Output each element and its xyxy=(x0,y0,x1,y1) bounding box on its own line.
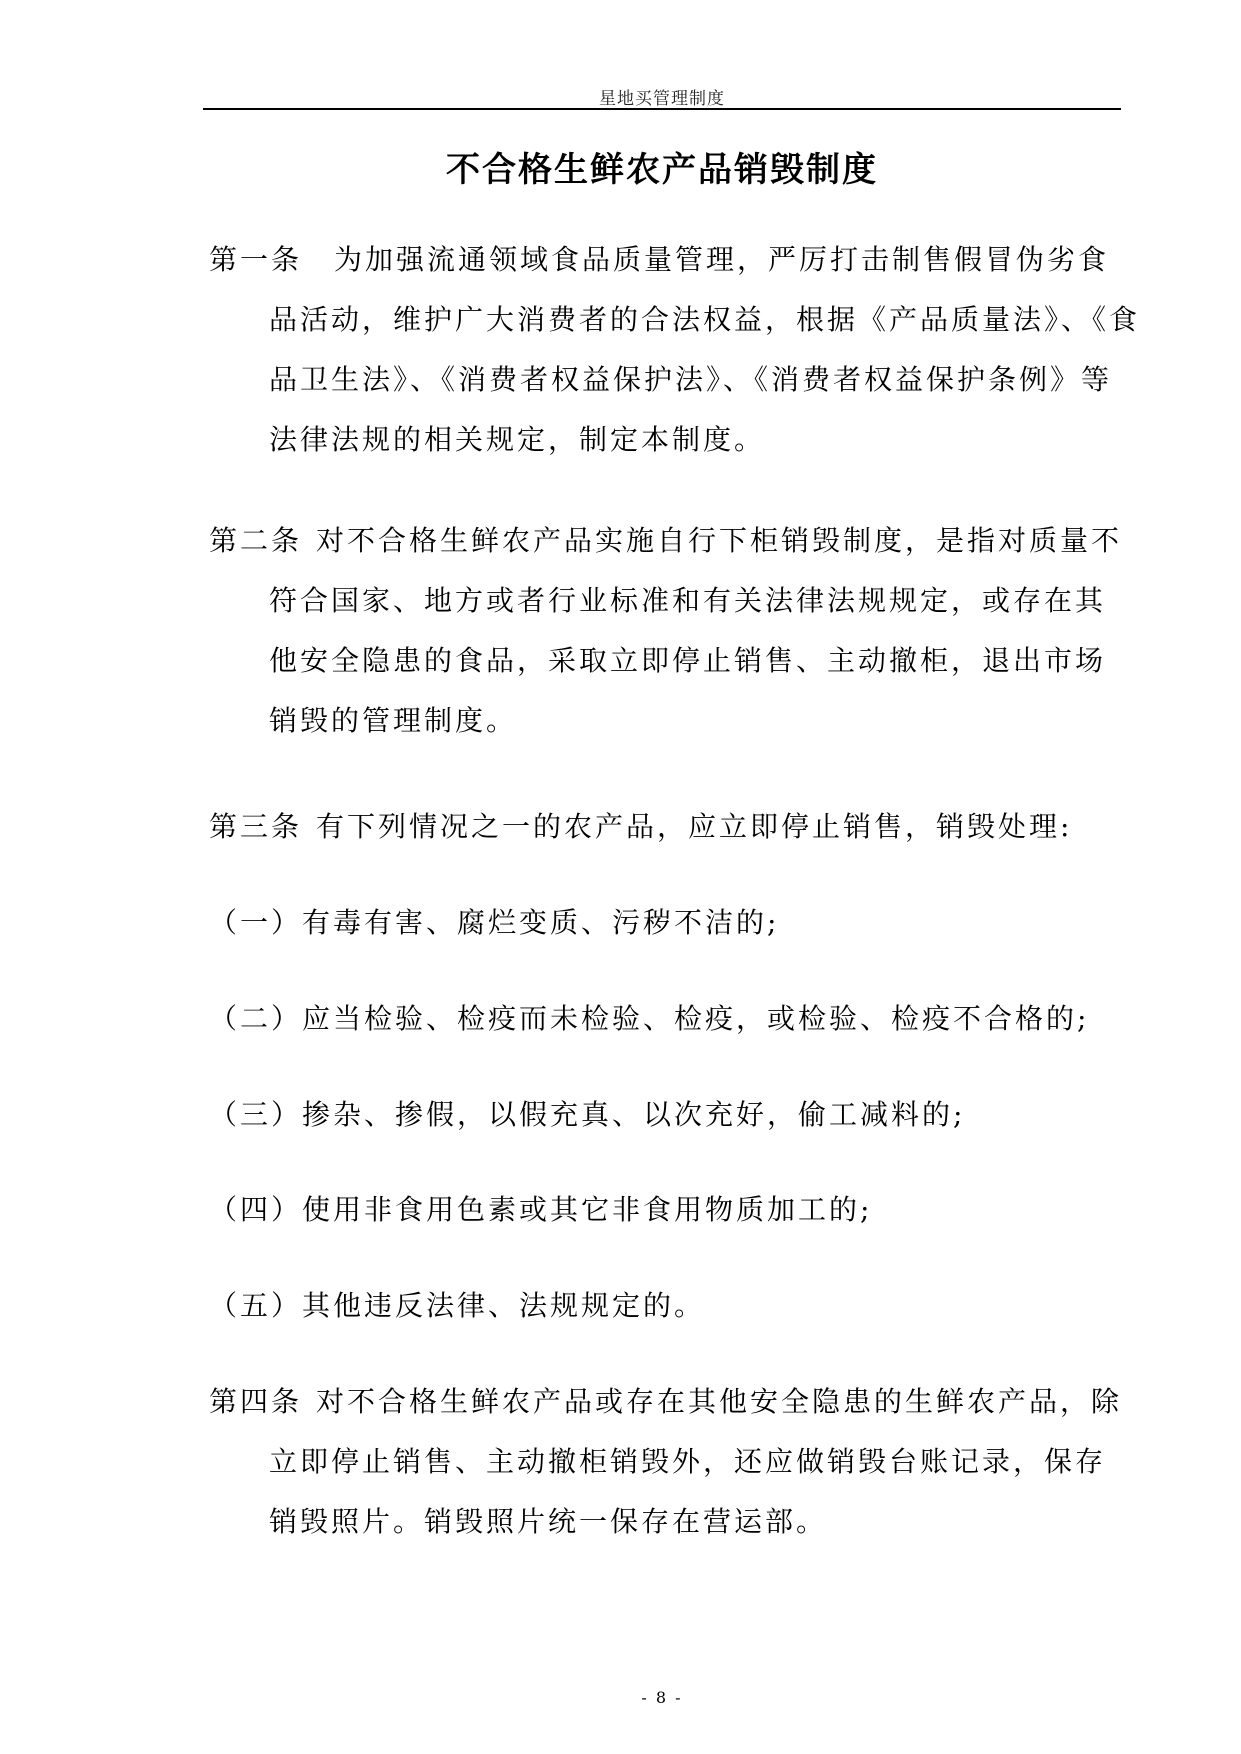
article-3 xyxy=(209,797,1121,857)
article-3-line-1: 第三条 有下列情况之一的农产品，应立即停止销售，销毁处理: xyxy=(209,797,1121,857)
article-3-label: 第三条 xyxy=(209,810,303,843)
article-2-line-2: 符合国家、地方或者行业标准和有关法律法规规定，或存在其 xyxy=(269,584,1107,617)
article-1-line-1: 第一条 为加强流通领域食品质量管理，严厉打击制售假冒伪劣食 xyxy=(209,230,1121,290)
article-2-label: 第二条 xyxy=(209,524,303,557)
document-title: 不合格生鲜农产品销毁制度 xyxy=(446,150,878,190)
article-4-label: 第四条 xyxy=(209,1385,303,1418)
list-item: （三）掺杂、掺假，以假充真、以次充好，偷工减料的; xyxy=(209,1098,966,1131)
article-4 xyxy=(209,1372,1121,1552)
article-4-line-3: 销毁照片。销毁照片统一保存在营运部。 xyxy=(269,1505,828,1538)
article-2-line-3: 他安全隐患的食品，采取立即停止销售、主动撤柜，退出市场 xyxy=(269,644,1107,677)
article-1-line-2: 品活动，维护广大消费者的合法权益，根据《产品质量法》、《食 xyxy=(269,303,1141,336)
article-2-line-4: 销毁的管理制度。 xyxy=(269,704,518,737)
article-1-line-3: 品卫生法》、《消费者权益保护法》、《消费者权益保护条例》等 xyxy=(269,363,1113,396)
article-1-label: 第一条 xyxy=(209,243,303,276)
list-item: （五）其他违反法律、法规规定的。 xyxy=(209,1289,706,1322)
article-4-line-1: 第四条 对不合格生鲜农产品或存在其他安全隐患的生鲜农产品，除 xyxy=(209,1372,1121,1432)
list-item: （四）使用非食用色素或其它非食用物质加工的; xyxy=(209,1193,873,1226)
article-1-line-4: 法律法规的相关规定，制定本制度。 xyxy=(269,423,766,456)
running-header: 星地买管理制度 xyxy=(599,89,725,109)
article-4-line-2: 立即停止销售、主动撤柜销毁外，还应做销毁台账记录，保存 xyxy=(269,1445,1107,1478)
header-divider xyxy=(203,108,1121,110)
list-item: （一）有毒有害、腐烂变质、污秽不洁的; xyxy=(209,906,780,939)
list-item: （二）应当检验、检疫而未检验、检疫，或检验、检疫不合格的; xyxy=(209,1002,1090,1035)
article-1 xyxy=(209,230,1141,470)
page-number: - 8 - xyxy=(641,1688,683,1707)
article-2-line-1: 第二条 对不合格生鲜农产品实施自行下柜销毁制度，是指对质量不 xyxy=(209,511,1121,571)
article-2 xyxy=(209,511,1121,751)
